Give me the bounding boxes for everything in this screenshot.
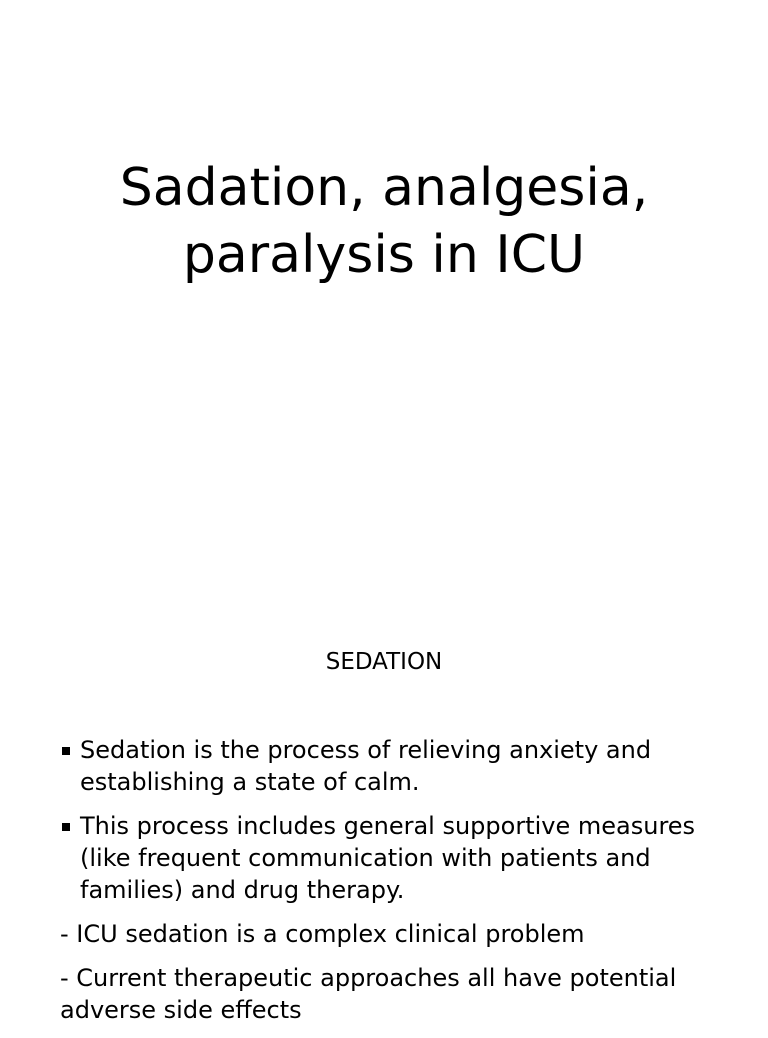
title-line: Sadation, analgesia, xyxy=(119,158,649,218)
bullet-item xyxy=(60,810,710,906)
square-bullet-icon xyxy=(62,823,70,831)
dash-text-line: - Current therapeutic approaches all have potential xyxy=(60,964,677,992)
square-bullet-icon xyxy=(62,747,70,755)
bullet-text-line: This process includes general supportive measures xyxy=(80,812,696,840)
bullet-text-line: families) and drug therapy. xyxy=(80,876,405,904)
slide-heading: SEDATION xyxy=(325,649,443,675)
slide-title xyxy=(40,155,728,289)
bullet-item xyxy=(60,734,710,798)
slide-body xyxy=(60,734,710,1038)
bullet-text-line: establishing a state of calm. xyxy=(80,768,420,796)
dash-text-line: adverse side effects xyxy=(60,996,302,1024)
dash-item xyxy=(60,918,710,950)
dash-text-line: - ICU sedation is a complex clinical problem xyxy=(60,920,585,948)
bullet-text-line: (like frequent communication with patients and xyxy=(80,844,651,872)
title-line: paralysis in ICU xyxy=(182,225,586,285)
bullet-text-line: Sedation is the process of relieving anxiety and xyxy=(80,736,652,764)
dash-item xyxy=(60,962,710,1026)
content-slide xyxy=(0,576,768,1024)
